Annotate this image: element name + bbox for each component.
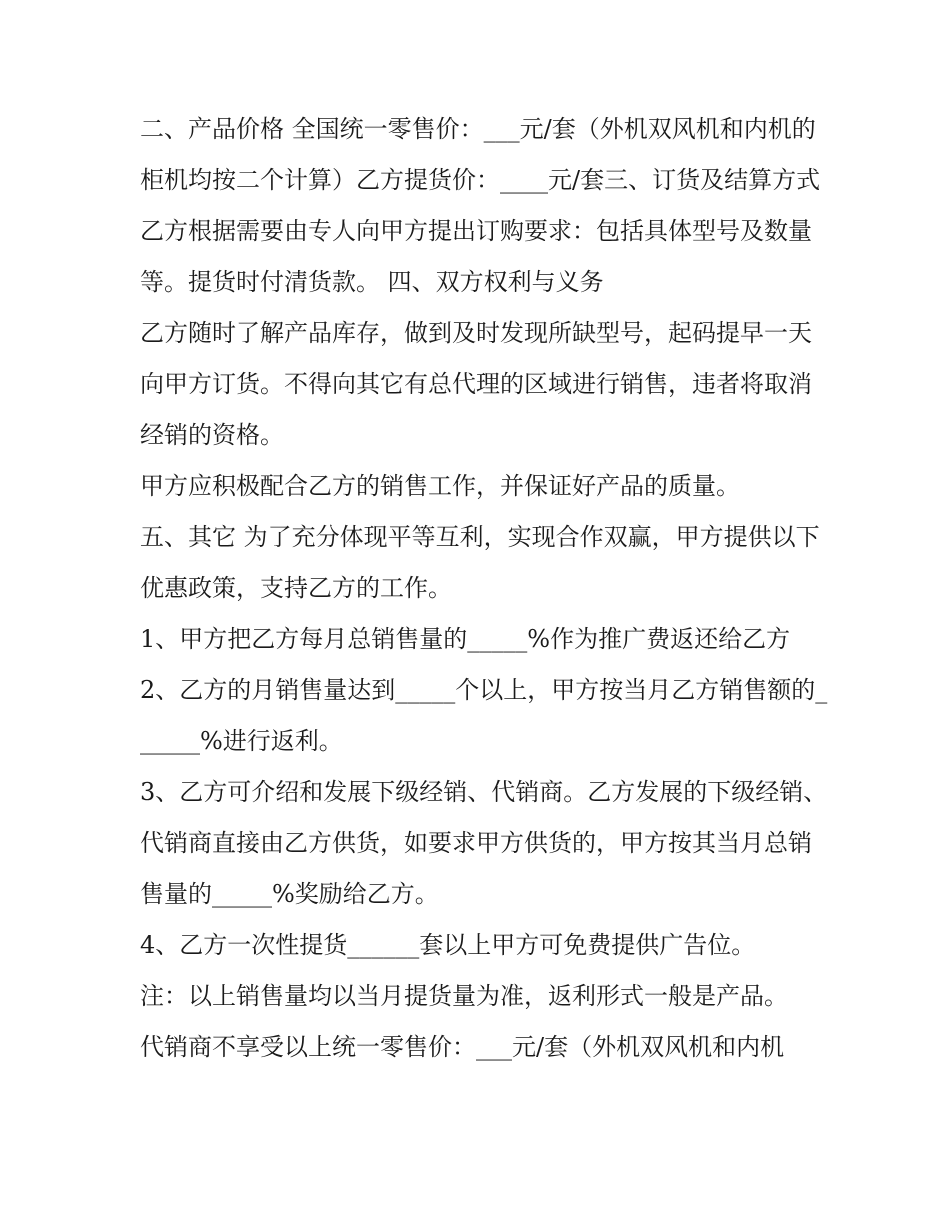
paragraph-inventory: 乙方随时了解产品库存，做到及时发现所缺型号，起码提早一天向甲方订货。不得向其它有总代理的区域进行销售，违者将取消经销的资格。 bbox=[140, 319, 812, 449]
paragraph-item-1: 1、甲方把乙方每月总销售量的_____%作为推广费返还给乙方 bbox=[140, 625, 791, 653]
paragraph-item-2: 2、乙方的月销售量达到_____个以上，甲方按当月乙方销售额的______%进行返利。 bbox=[140, 676, 828, 755]
document-body bbox=[140, 104, 830, 1073]
paragraph-product-price: 二、产品价格 全国统一零售价：___元/套（外机双风机和内机的柜机均按二个计算）乙方提货价：____元/套三、订货及结算方式 bbox=[140, 115, 821, 194]
paragraph-quality: 甲方应积极配合乙方的销售工作，并保证好产品的质量。 bbox=[140, 472, 740, 500]
paragraph-agent-price: 代销商不享受以上统一零售价：___元/套（外机双风机和内机 bbox=[140, 1033, 785, 1061]
paragraph-item-3: 3、乙方可介绍和发展下级经销、代销商。乙方发展的下级经销、代销商直接由乙方供货，如要求甲方供货的，甲方按其当月总销售量的_____%奖励给乙方。 bbox=[140, 778, 828, 908]
paragraph-note: 注：以上销售量均以当月提货量为准，返利形式一般是产品。 bbox=[140, 982, 788, 1010]
paragraph-item-4: 4、乙方一次性提货______套以上甲方可免费提供广告位。 bbox=[140, 931, 756, 959]
paragraph-other-policies: 五、其它 为了充分体现平等互利，实现合作双赢，甲方提供以下优惠政策，支持乙方的工作。 bbox=[140, 523, 820, 602]
paragraph-ordering: 乙方根据需要由专人向甲方提出订购要求：包括具体型号及数量等。提货时付清货款。 四、双方权利与义务 bbox=[140, 217, 812, 296]
